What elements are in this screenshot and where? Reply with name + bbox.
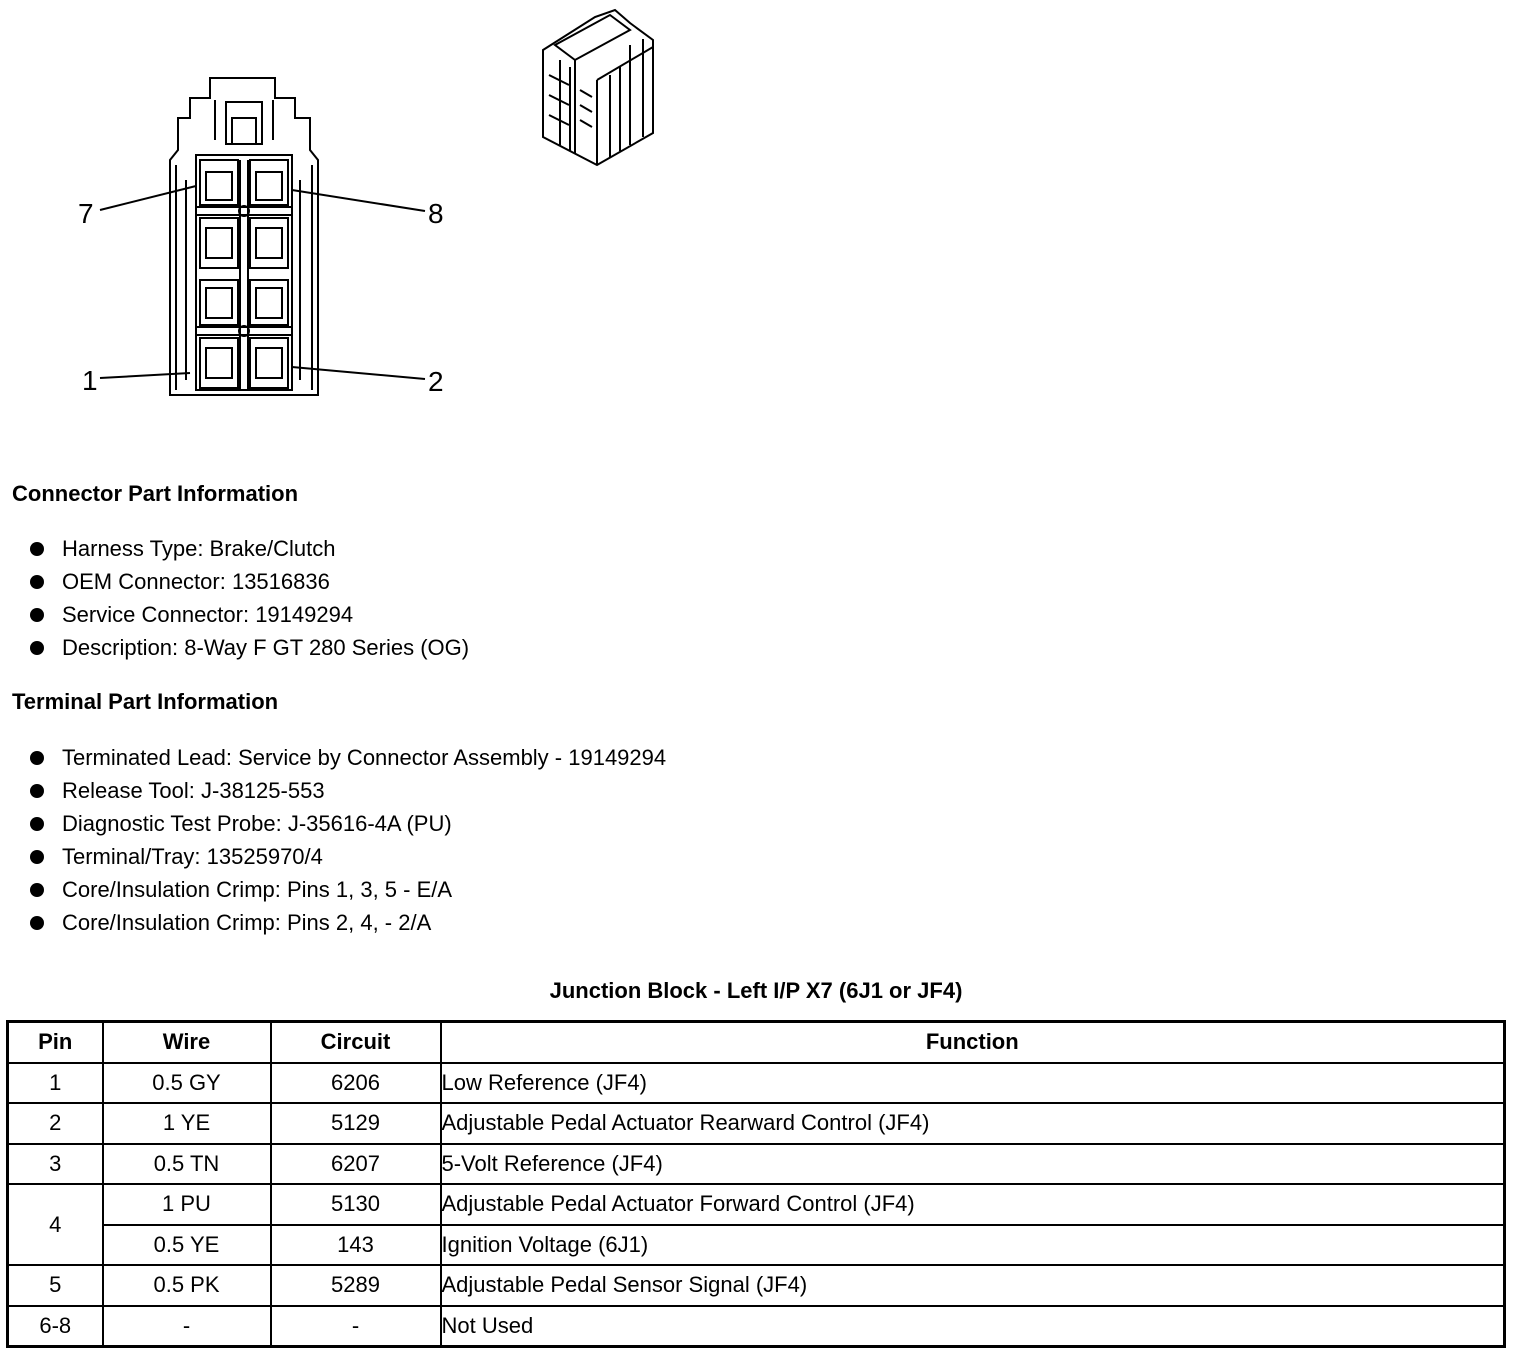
header-pin: Pin [8,1022,103,1063]
cell-function: Adjustable Pedal Sensor Signal (JF4) [441,1265,1505,1306]
cell-function: Adjustable Pedal Actuator Rearward Control (JF4) [441,1103,1505,1144]
list-item [30,873,666,906]
pin-label-2: 2 [428,366,444,397]
list-item-text: Description: 8-Way F GT 280 Series (OG) [62,635,470,660]
cell-function: Low Reference (JF4) [441,1063,1505,1104]
table-row [8,1265,1505,1306]
bullet-icon [30,641,44,655]
table-row [8,1144,1505,1185]
table-row [8,1225,1505,1266]
table-row [8,1103,1505,1144]
cell-pin: 5 [8,1265,103,1306]
connector-diagram [0,0,700,440]
list-item [30,631,469,664]
cell-wire: 0.5 YE [103,1225,271,1266]
bullet-icon [30,784,44,798]
pin-label-1: 1 [82,365,98,396]
header-circuit: Circuit [271,1022,441,1063]
bullet-icon [30,916,44,930]
bullet-icon [30,542,44,556]
list-item [30,532,469,565]
list-item [30,565,469,598]
table-header-row [8,1022,1505,1063]
bullet-icon [30,575,44,589]
cell-wire: 0.5 PK [103,1265,271,1306]
bullet-icon [30,883,44,897]
header-wire: Wire [103,1022,271,1063]
cell-function: Ignition Voltage (6J1) [441,1225,1505,1266]
bullet-icon [30,751,44,765]
connector-info-title: Connector Part Information [12,481,299,506]
list-item-text: Core/Insulation Crimp: Pins 1, 3, 5 - E/A [62,877,453,902]
list-item [30,774,666,807]
cell-wire: 0.5 TN [103,1144,271,1185]
list-item [30,906,666,939]
list-item-text: Service Connector: 19149294 [62,602,354,627]
cell-pin: 4 [8,1184,103,1265]
cell-pin: 1 [8,1063,103,1104]
bullet-icon [30,850,44,864]
cell-circuit: 6207 [271,1144,441,1185]
cell-pin: 6-8 [8,1306,103,1347]
table-title: Junction Block - Left I/P X7 (6J1 or JF4) [549,978,963,1003]
list-item-text: OEM Connector: 13516836 [62,569,330,594]
table-row [8,1063,1505,1104]
list-item-text: Terminated Lead: Service by Connector Assembly - 19149294 [62,745,667,770]
cell-circuit: 143 [271,1225,441,1266]
list-item-text: Release Tool: J-38125-553 [62,778,325,803]
pin-label-8: 8 [428,198,444,229]
list-item [30,598,469,631]
cell-circuit: 5129 [271,1103,441,1144]
pin-label-7: 7 [78,198,94,229]
list-item [30,807,666,840]
cell-circuit: 5130 [271,1184,441,1225]
cell-function: Not Used [441,1306,1505,1347]
cell-circuit: 6206 [271,1063,441,1104]
cell-circuit: 5289 [271,1265,441,1306]
cell-function: 5-Volt Reference (JF4) [441,1144,1505,1185]
cell-pin: 2 [8,1103,103,1144]
table-row [8,1184,1505,1225]
list-item-text: Core/Insulation Crimp: Pins 2, 4, - 2/A [62,910,432,935]
cell-wire: 1 YE [103,1103,271,1144]
terminal-info-list [30,741,666,939]
connector-isometric-icon [535,5,660,170]
cell-wire: 0.5 GY [103,1063,271,1104]
list-item-text: Terminal/Tray: 13525970/4 [62,844,323,869]
bullet-icon [30,608,44,622]
cell-circuit: - [271,1306,441,1347]
terminal-info-title: Terminal Part Information [12,689,279,714]
table-row [8,1306,1505,1347]
list-item [30,840,666,873]
cell-wire: - [103,1306,271,1347]
header-function: Function [441,1022,1505,1063]
cell-pin: 3 [8,1144,103,1185]
list-item [30,741,666,774]
pin-table [6,1020,1506,1348]
connector-info-list [30,532,469,664]
cell-function: Adjustable Pedal Actuator Forward Control (JF4) [441,1184,1505,1225]
cell-wire: 1 PU [103,1184,271,1225]
bullet-icon [30,817,44,831]
list-item-text: Diagnostic Test Probe: J-35616-4A (PU) [62,811,452,836]
list-item-text: Harness Type: Brake/Clutch [62,536,336,561]
